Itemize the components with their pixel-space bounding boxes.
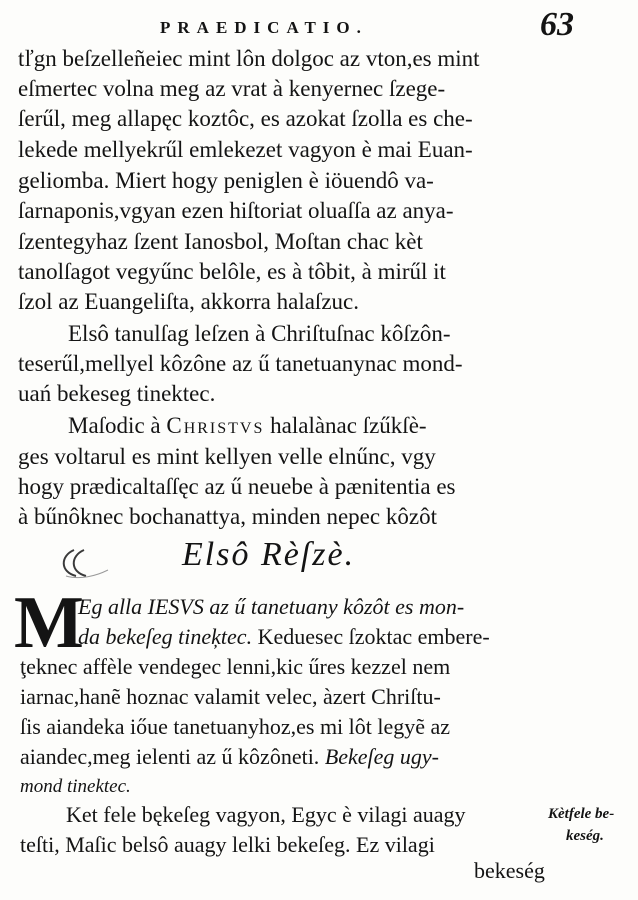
text-line: ges voltarul es mint kellyen velle elnűnc, vgy [18,444,436,469]
text-line: à bűnôknec bochanattya, minden nepec kôzôt [18,504,437,529]
name-christus: Christvs [166,413,265,438]
text-line: ſis aiandeka iőue tanetuanyhoz,es mi lôt legyẽ az [20,714,451,739]
text-line: Eg alla IESVS az ű tanetuany kôzôt es mon- [78,594,465,619]
text-line: Ket fele bękeſeg vagyon, Egyc è vilagi auagy [66,802,466,827]
text-run: aiandec,meg ielenti az ű kôzôneti. [20,744,320,769]
text-line: lekede mellyekrűl emlekezet vagyon è mai Euan- [18,137,473,162]
text-line: eſmertec volna meg az vrat à kenyernec ſzege- [18,76,446,101]
text-line: geliomba. Miert hogy peniglen è iöuendô va- [18,168,434,193]
text-line: tanolſagot vegyűnc belôle, es à tôbit, à mirűl it [18,259,446,284]
section-ornament [56,546,112,580]
text-run: halalànac ſzűkſè- [264,413,427,438]
text-line: Elsô tanulſag leſzen à Chriſtuſnac kôſzôn- [68,321,451,346]
drop-cap: M [14,582,84,664]
text-line: uań bekeseg tinektec. [18,381,216,406]
margin-note: Kètfele be- [548,806,615,822]
text-line: ſzentegyhaz ſzent Ianosbol, Moſtan chac kèt [18,229,423,254]
text-line: teſti, Maſic belsô auagy lelki bekeſeg. Ez vilagi [20,832,435,857]
running-head: PRAEDICATIO. [160,18,368,37]
text-line: tľgn beſzelleñeiec mint lôn dolgoc az vton,es mint [18,46,480,71]
text-line: teserűl,mellyel kôzône az ű tanetuanynac mond- [18,351,463,376]
section-heading: Elsô Rèſzè. [182,536,356,573]
text-line: iarnac,hanẽ hoznac valamit velec, àzert Chriſtu- [20,684,441,709]
page-number: 63 [540,6,574,43]
text-line: ſerűl, meg allapęc koztôc, es azokat ſzolla es che- [18,106,473,131]
text-line: hogy prædicaltaſſęc az ű neuebe à pænitentia es [18,474,456,499]
text-line [20,742,439,772]
catchword: bekeség [474,858,545,883]
text-line: ţeknec affèle vendegec lenni,kic űres kezzel nem [20,654,451,679]
text-run: Maſodic à [68,413,167,438]
text-line: ſzol az Euangeliſta, akkorra halaſzuc. [18,289,359,314]
text-line: ſarnaponis,vgyan ezen hiſtoriat oluaſſa az anya- [18,198,454,223]
text-line [78,622,490,652]
text-run: da bekeſeg tineķtec. [78,624,253,649]
text-line [18,411,427,441]
text-run: Bekeſeg ugy- [319,744,440,769]
text-line: mond tinektec. [20,776,131,797]
text-run: Keduesec ſzoktac embere- [252,624,490,649]
margin-note: keség. [566,828,604,844]
